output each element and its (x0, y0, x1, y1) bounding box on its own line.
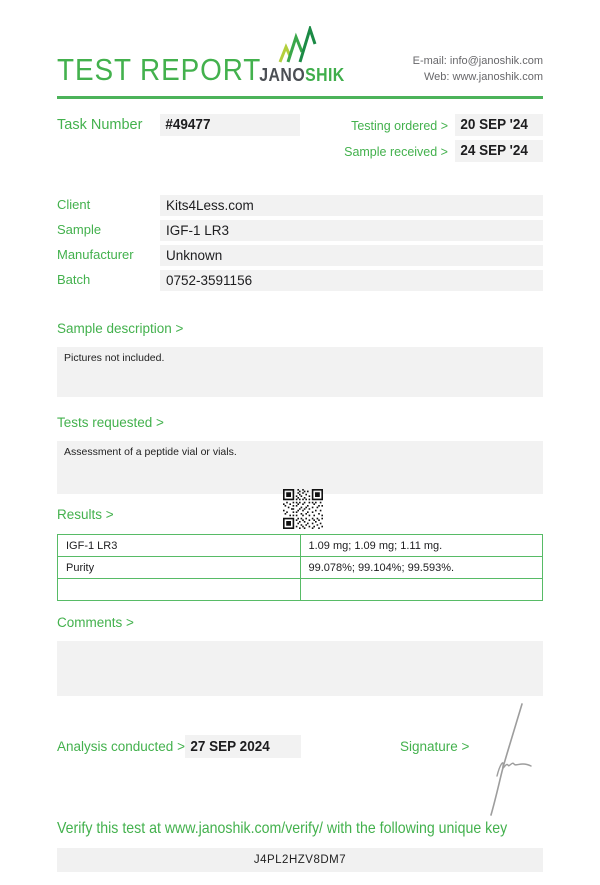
verify-key-box (57, 848, 543, 872)
tests-requested-heading: Tests requested > (57, 415, 164, 430)
table-row (58, 579, 543, 601)
contact-email: E-mail: info@janoshik.com (412, 55, 543, 67)
results-heading: Results > (57, 507, 114, 522)
batch-value: 0752-3591156 (160, 270, 543, 291)
verify-key: J4PL2HZV8DM7 (253, 854, 347, 866)
table-row (58, 557, 543, 579)
comments-box (57, 641, 543, 696)
analysis-conducted-label: Analysis conducted > (57, 739, 185, 754)
qr-code-icon (283, 489, 323, 534)
result-value-cell (300, 579, 543, 601)
results-table (57, 534, 543, 601)
growth-chart-icon (252, 26, 352, 64)
tests-requested-box: Assessment of a peptide vial or vials. (57, 441, 543, 494)
sample-description-heading: Sample description > (57, 321, 184, 336)
verify-text: Verify this test at www.janoshik.com/verify/ with the following unique key (57, 820, 508, 837)
result-name-cell: IGF-1 LR3 (58, 535, 301, 557)
sample-label: Sample (57, 222, 102, 237)
contact-block (413, 53, 543, 85)
page-title: TEST REPORT (57, 52, 262, 87)
manufacturer-value: Unknown (160, 245, 543, 266)
contact-web: Web: www.janoshik.com (423, 71, 543, 83)
result-value-cell: 1.09 mg; 1.09 mg; 1.11 mg. (300, 535, 543, 557)
client-label: Client (57, 197, 91, 212)
sample-description-box: Pictures not included. (57, 347, 543, 397)
client-value: Kits4Less.com (160, 195, 543, 216)
table-row (58, 535, 543, 557)
manufacturer-label: Manufacturer (57, 247, 134, 262)
signature-image (478, 702, 536, 822)
result-value-cell: 99.078%; 99.104%; 99.593%. (300, 557, 543, 579)
sample-received-value: 24 SEP '24 (455, 140, 543, 162)
logo-word-green: SHIK (305, 65, 345, 85)
comments-heading: Comments > (57, 615, 134, 630)
result-name-cell: Purity (58, 557, 301, 579)
analysis-conducted-value: 27 SEP 2024 (185, 735, 301, 758)
batch-label: Batch (57, 272, 91, 287)
testing-ordered-label: Testing ordered > (351, 119, 448, 133)
testing-ordered-value: 20 SEP '24 (455, 114, 543, 136)
sample-received-label: Sample received > (344, 145, 448, 159)
header-divider (57, 96, 543, 99)
task-number-label: Task Number (57, 117, 143, 133)
logo-wordmark (258, 65, 346, 86)
logo-word-dark: JANO (259, 65, 306, 85)
logo (252, 26, 352, 86)
signature-label: Signature > (400, 739, 470, 754)
result-name-cell (58, 579, 301, 601)
sample-value: IGF-1 LR3 (160, 220, 543, 241)
task-number-value: #49477 (160, 114, 300, 136)
